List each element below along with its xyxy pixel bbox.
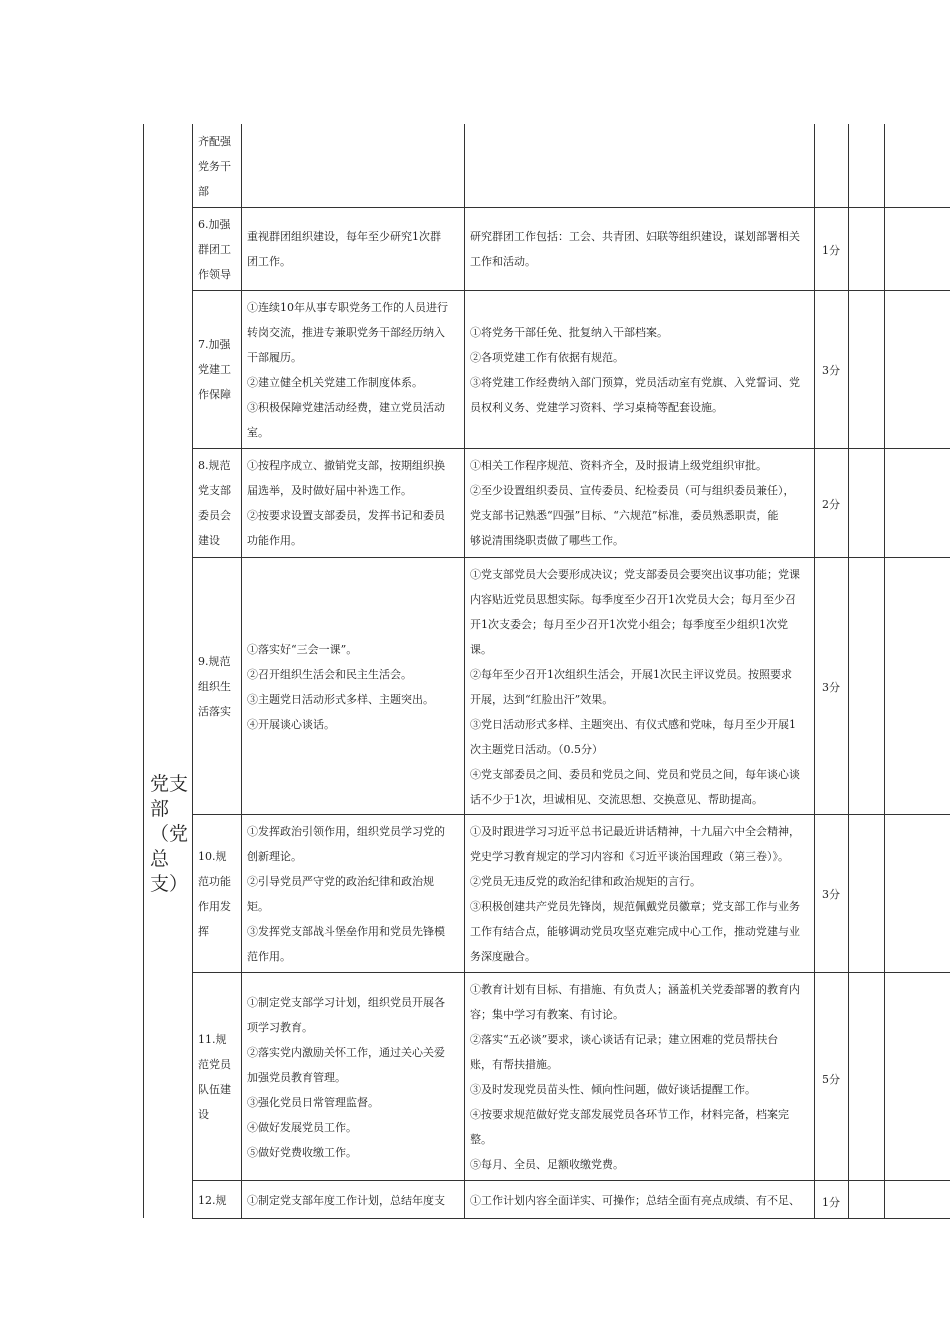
item-cell: 12.规	[198, 1194, 227, 1207]
requirement-cell: ①连续10年从事专职党务工作的人员进行 转岗交流，推进专兼职党务干部经历纳入 干部履历。 ②建立健全机关党建工作制度体系。 ③积极保障党建活动经费，建立党员活动 室。	[247, 301, 448, 439]
row-divider	[192, 972, 950, 973]
score-cell: 5分	[822, 1073, 840, 1086]
requirement-cell: ①发挥政治引领作用，组织党员学习党的 创新理论。 ②引导党员严守党的政治纪律和政治规 矩。 ③发挥党支部战斗堡垒作用和党员先锋模 范作用。	[247, 825, 445, 963]
row-divider	[192, 290, 950, 291]
item-cell: 齐配强 党务干 部	[198, 135, 231, 198]
score-cell: 3分	[822, 364, 840, 377]
table-border-item	[241, 124, 242, 1218]
table-border-blank	[884, 124, 885, 1218]
score-cell: 1分	[822, 244, 840, 257]
standard-cell: ①将党务干部任免、批复纳入干部档案。 ②各项党建工作有依据有规范。 ③将党建工作经费纳入部门预算，党员活动室有党旗、入党誓词、党 员权利义务、党建学习资料、学习桌椅等配套设施。	[470, 326, 800, 414]
standard-cell: ①工作计划内容全面详实、可操作；总结全面有亮点成绩、有不足、	[470, 1194, 800, 1207]
standard-cell: ①党支部党员大会要形成决议；党支部委员会要突出议事功能；党课 内容贴近党员思想实际。每季度至少召开1次党员大会；每月至少召 开1次支委会；每月至少召开1次党小组会；每季度至少组织1次党 课。 ②每年至少召开1次组织生活会，开展1次民主评议党员。按照要求 开展，达到“红脸出汗”效果。 ③党日活动形式多样、主题突出、有仪式感和党味，每月至少开展1 次主题党日活动。（0.5分） ④党支部委员之间、委员和党员之间、党员和党员之间，每年谈心谈 话不少于1次，坦诚相见、交流思想、交换意见、帮助提高。	[470, 568, 800, 806]
item-cell: 6.加强 群团工 作领导	[198, 218, 231, 281]
requirement-cell: ①制定党支部年度工作计划，总结年度支	[247, 1194, 445, 1207]
score-cell: 3分	[822, 888, 840, 901]
table-border-category	[192, 124, 193, 1218]
row-divider	[192, 207, 950, 208]
table-border-bottom	[192, 1218, 950, 1219]
item-cell: 11.规 范党员 队伍建 设	[198, 1033, 231, 1121]
table-border-score	[848, 124, 849, 1218]
row-divider	[192, 557, 950, 558]
score-cell: 1分	[822, 1196, 840, 1209]
requirement-cell: ①按程序成立、撤销党支部，按期组织换 届选举，及时做好届中补选工作。 ②按要求设置支部委员，发挥书记和委员 功能作用。	[247, 459, 445, 547]
standard-cell: ①教育计划有目标、有措施、有负责人；涵盖机关党委部署的教育内 容；集中学习有教案、有讨论。 ②落实“五必谈”要求，谈心谈话有记录；建立困难的党员帮扶台 账，有帮扶措施。 ③及时发现党员苗头性、倾向性问题，做好谈话提醒工作。 ④按要求规范做好党支部发展党员各环节工作，材料完备，档案完 整。 ⑤每月、全员、足额收缴党费。	[470, 983, 800, 1171]
item-cell: 7.加强 党建工 作保障	[198, 338, 231, 401]
item-cell: 10.规 范功能 作用发 挥	[198, 850, 231, 938]
score-cell: 3分	[822, 681, 840, 694]
score-cell: 2分	[822, 498, 840, 511]
category-label: 党支 部 （党 总 支）	[150, 773, 189, 895]
table-border-left	[143, 124, 144, 1218]
standard-cell: ①相关工作程序规范、资料齐全，及时报请上级党组织审批。 ②至少设置组织委员、宣传委员、纪检委员（可与组织委员兼任）， 党支部书记熟悉“四强”目标、“六规范”标准，委员熟悉职责，能 够说清围绕职责做了哪些工作。	[470, 459, 795, 547]
item-cell: 9.规范 组织生 活落实	[198, 655, 231, 718]
row-divider	[192, 448, 950, 449]
standard-cell: ①及时跟进学习习近平总书记最近讲话精神，十九届六中全会精神， 党史学习教育规定的学习内容和《习近平谈治国理政（第三卷）》。 ②党员无违反党的政治纪律和政治规矩的言行。 ③积极创建共产党员先锋岗，规范佩戴党员徽章；党支部工作与业务 工作有结合点，能够调动党员攻坚克难完成中心工作，推动党建与业 务深度融合。	[470, 825, 800, 963]
table-border-requirement	[464, 124, 465, 1218]
row-divider	[192, 814, 950, 815]
requirement-cell: ①落实好“三会一课”。 ②召开组织生活会和民主生活会。 ③主题党日活动形式多样、主题突出。 ④开展谈心谈话。	[247, 643, 434, 731]
requirement-cell: ①制定党支部学习计划，组织党员开展各 项学习教育。 ②落实党内激励关怀工作，通过关心关爱 加强党员教育管理。 ③强化党员日常管理监督。 ④做好发展党员工作。 ⑤做好党费收缴工作。	[247, 996, 445, 1159]
item-cell: 8.规范 党支部 委员会 建设	[198, 459, 231, 547]
row-divider	[192, 1180, 950, 1181]
table-border-standard	[814, 124, 815, 1218]
requirement-cell: 重视群团组织建设，每年至少研究1次群 团工作。	[247, 230, 441, 268]
standard-cell: 研究群团工作包括：工会、共青团、妇联等组织建设，谋划部署相关 工作和活动。	[470, 230, 800, 268]
